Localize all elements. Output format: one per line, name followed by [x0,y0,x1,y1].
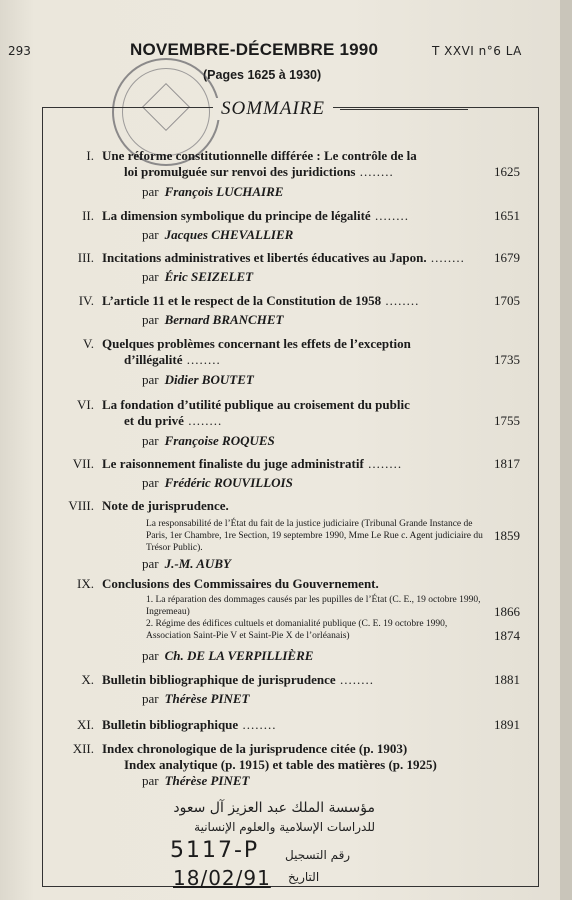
sub-entry-page-number: 1874 [494,628,520,643]
author-prefix: par [142,269,159,284]
entry-author [142,691,249,707]
entry-author [142,269,253,285]
entry-title [102,148,476,180]
entry-title-line: Quelques problèmes concernant les effets de l’exception [102,336,411,351]
leader-dots: ........ [363,456,403,471]
entry-title-line: La dimension symbolique du principe de légalité ........ [102,208,409,223]
entry-title [102,741,476,773]
entry-title [102,397,476,429]
author-prefix: par [142,556,159,571]
entry-title [102,250,476,266]
entry-author [142,433,275,449]
entry-number: VII. [72,456,94,471]
leader-dots: ........ [183,413,223,428]
entry-page-number: 1817 [494,456,520,471]
author-name: Didier BOUTET [164,372,254,387]
entry-title [102,456,476,472]
entry-page-number: 1625 [494,164,520,179]
leader-dots: ........ [426,250,465,265]
entry-title [102,498,476,514]
entry-number: III. [77,250,94,265]
issue-pages: (Pages 1625 à 1930) [203,68,322,82]
entry-title-line: Note de jurisprudence. [102,498,229,513]
entry-author [142,648,313,664]
author-prefix: par [142,691,159,706]
entry-author [142,773,249,789]
handwritten-number: 293 [8,44,31,58]
registration-number: 5117-P [170,838,260,863]
leader-dots: ........ [335,672,374,687]
entry-title-line: Incitations administratives et libertés éducatives au Japon. ........ [102,250,465,265]
entry-title-line: d’illégalité ........ [124,352,221,367]
entry-page-number: 1891 [494,717,520,732]
sub-entry: La responsabilité de l’État du fait de la justice judiciaire (Tribunal Grande Instance de Paris, 1er Chambre, 1re Section, 19 septembre 1990, Mme Le Rue c. Agent judiciaire du Trésor Public). [146,519,483,553]
entry-number: IX. [77,576,94,591]
author-name: Thérèse PINET [164,773,250,788]
entry-title [102,208,476,224]
entry-number: IV. [78,293,94,308]
entry-number: X. [81,672,94,687]
entry-author [142,556,231,572]
entry-title-line: Index chronologique de la jurisprudence citée (p. 1903) [102,741,408,756]
sub-entry-page-number: 1866 [494,604,520,619]
entry-number: VIII. [68,498,94,513]
entry-title [102,576,476,592]
sommaire-heading-wrap [213,98,333,120]
leader-dots: ........ [355,164,394,179]
entry-number: XI. [77,717,94,732]
entry-title [102,336,476,368]
author-prefix: par [142,312,159,327]
entry-title-line: L’article 11 et le respect de la Constitution de 1958 ........ [102,293,420,308]
registration-date: 18/02/91 [173,866,271,890]
author-prefix: par [142,773,159,788]
entry-title-line: Index analytique (p. 1915) et table des matières (p. 1925) [124,757,437,772]
author-name: Éric SEIZELET [164,269,254,284]
author-name: Thérèse PINET [164,691,250,706]
author-name: J.-M. AUBY [164,556,231,571]
entry-author [142,227,293,243]
handwritten-volume-note: T XXVI n°6 LA [432,44,522,58]
author-prefix: par [142,184,159,199]
author-prefix: par [142,372,159,387]
entry-title-line: Conclusions des Commissaires du Gouvernement. [102,576,379,591]
sub-entry-page-number: 1859 [494,528,520,543]
entry-author [142,312,283,328]
entry-author [142,184,283,200]
entry-title-line: Une réforme constitutionnelle différée : Le contrôle de la [102,148,417,163]
author-name: Bernard BRANCHET [164,312,284,327]
entry-title [102,717,476,733]
entry-number: V. [83,336,94,351]
entry-page-number: 1735 [494,352,520,367]
leader-dots: ........ [370,208,409,223]
author-name: Françoise ROQUES [164,433,275,448]
entry-title [102,672,476,688]
entry-title-line: La fondation d’utilité publique au croisement du public [102,397,410,412]
sub-entry: 1. La réparation des dommages causés par les pupilles de l’État (C. E., 19 octobre 1990, Ingremeau) [146,595,481,617]
entry-page-number: 1651 [494,208,520,223]
entry-page-number: 1705 [494,293,520,308]
sub-entry: 2. Régime des édifices cultuels et domanialité publique (C. E. 19 octobre 1990, Association Saint-Pie V et Saint-Pie X de l’orléanais) [146,619,448,641]
heading-rule [340,109,468,110]
author-name: Frédéric ROUVILLOIS [164,475,293,490]
date-label: التاريخ [288,870,320,884]
author-name: Jacques CHEVALLIER [164,227,294,242]
entry-page-number: 1881 [494,672,520,687]
leader-dots: ........ [381,293,420,308]
entry-title [102,293,476,309]
registration-label: رقم التسجيل [285,848,351,862]
sommaire-heading: SOMMAIRE [221,98,326,119]
entry-number: II. [82,208,94,223]
entry-title-line: Bulletin bibliographique de jurisprudence ........ [102,672,374,687]
entry-title-line: loi promulguée sur renvoi des juridictions ........ [124,164,394,179]
issue-title: NOVEMBRE-DÉCEMBRE 1990 [130,40,379,59]
leader-dots: ........ [182,352,221,367]
author-prefix: par [142,433,159,448]
page-edge-shadow [560,0,572,900]
entry-title-line: Bulletin bibliographique ........ [102,717,277,732]
entry-title-line: Le raisonnement finaliste du juge administratif ........ [102,456,403,471]
entry-number: VI. [77,397,94,412]
author-prefix: par [142,648,159,663]
entry-number: XII. [72,741,94,756]
entry-author [142,475,293,491]
entry-page-number: 1679 [494,250,520,265]
entry-title-line: et du privé ........ [124,413,223,428]
institution-name-line2: للدراسات الإسلامية والعلوم الإنسانية [194,820,375,834]
author-prefix: par [142,227,159,242]
entry-author [142,372,254,388]
entry-number: I. [86,148,94,163]
leader-dots: ........ [238,717,277,732]
author-prefix: par [142,475,159,490]
entry-page-number: 1755 [494,413,520,428]
institution-name-line1: مؤسسة الملك عبد العزيز آل سعود [173,800,375,816]
author-name: François LUCHAIRE [164,184,284,199]
author-name: Ch. DE LA VERPILLIÈRE [164,648,314,663]
